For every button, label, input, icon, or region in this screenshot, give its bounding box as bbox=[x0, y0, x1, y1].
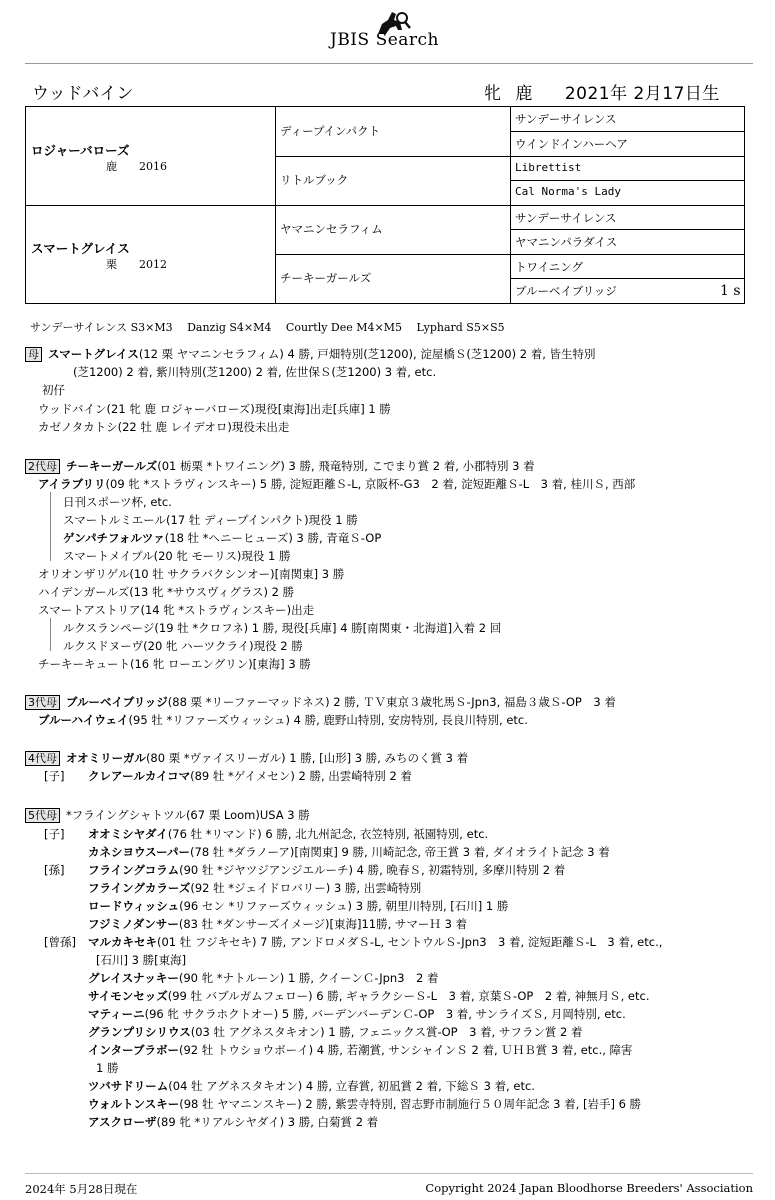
g5-row-label: [孫] bbox=[44, 863, 65, 877]
g5-row-name-link[interactable]: インターブラボー bbox=[88, 1043, 179, 1057]
g5-row bbox=[44, 898, 508, 914]
g5-row-text: (03 牡 アグネスタキオン) 1 勝, フェニックス賞-OP 3 着, サフラン賞 2 着 bbox=[190, 1025, 583, 1039]
gen3-1[interactable]: サンデーサイレンス bbox=[515, 112, 617, 126]
sire-name[interactable]: ロジャーバローズ bbox=[31, 143, 130, 158]
g5-row-name-link[interactable]: カネシヨウスーパー bbox=[88, 845, 191, 859]
g5-row-name-link[interactable]: サイモンセッズ bbox=[88, 989, 168, 1003]
g5-row-name-link[interactable]: フライングコラム bbox=[88, 863, 180, 877]
g2-name-link[interactable]: チーキーガールズ bbox=[66, 459, 158, 473]
g2-line-10: ルクスランページ(19 牡 *クロフネ) 1 勝, 現役[兵庫] 4 勝[南関東・北海道]入着 2 回 bbox=[63, 621, 502, 635]
g5-row-name-link[interactable]: マティーニ bbox=[88, 1007, 145, 1021]
gen2-dam-dam[interactable]: チーキーガールズ bbox=[280, 271, 372, 285]
g5-row-text: (96 牝 サクラホクトオー) 5 勝, バーデンバーデンＣ-OP 3 着, サンライズＳ, 月岡特別, etc. bbox=[144, 1007, 626, 1021]
g5-row bbox=[44, 844, 610, 860]
dam-line-3: 初仔 bbox=[42, 383, 65, 397]
g5-row-text: (78 牡 *ダラノーア)[南関東] 9 勝, 川崎記念, 帝王賞 3 着, ダイオライト記念 3 着 bbox=[190, 845, 610, 859]
g5-row bbox=[44, 934, 662, 950]
g5-row bbox=[44, 862, 565, 878]
g5-row-text: (76 牡 *リマンド) 6 勝, 北九州記念, 衣笠特別, 祇園特別, etc. bbox=[167, 827, 489, 841]
g5-row-text: [石川] 3 勝[東海] bbox=[96, 953, 187, 967]
footer-date: 2024年 5月28日現在 bbox=[25, 1182, 138, 1196]
g5-row-text: 1 勝 bbox=[96, 1061, 119, 1075]
g5-row-name-link[interactable]: アスクローザ bbox=[88, 1115, 157, 1129]
g2-line-5: ゲンパチフォルツァ(18 牡 *ヘニーヒューズ) 3 勝, 青竜Ｓ-OP bbox=[63, 531, 382, 545]
g2-line-8: ハイデンガールズ(13 牝 *サウスヴィグラス) 2 勝 bbox=[38, 585, 295, 599]
gen3-8[interactable]: ブルーベイブリッジ bbox=[515, 284, 617, 298]
section-tag-g2: 2代母 bbox=[25, 459, 60, 474]
sire-info: 鹿 2016 bbox=[106, 160, 167, 173]
g5-row-name-link[interactable]: グランプリシリウス bbox=[88, 1025, 191, 1039]
g5-row-text: (01 牡 フジキセキ) 7 勝, アンドロメダＳ-L, セントウルＳ-Jpn3 3 着, 淀短距離Ｓ-L 3 着, etc., bbox=[157, 935, 663, 949]
g5-row-name-link[interactable]: ウォルトンスキー bbox=[88, 1097, 180, 1111]
dam-line-4: ウッドバイン(21 牝 鹿 ロジャーバローズ)現役[東海]出走[兵庫] 1 勝 bbox=[38, 402, 391, 416]
g5-row-text: (89 牝 *リアルシヤダイ) 3 勝, 白菊賞 2 着 bbox=[156, 1115, 379, 1129]
g2-line-4: スマートルミエール(17 牡 ディープインパクト)現役 1 勝 bbox=[63, 513, 358, 527]
g5-row bbox=[44, 970, 439, 986]
g5-row bbox=[44, 826, 488, 842]
footer-divider bbox=[25, 1173, 753, 1174]
section-tag-g5: 5代母 bbox=[25, 808, 60, 823]
g5-row-text: (92 牡 *ジェイドロバリー) 3 勝, 出雲崎特別 bbox=[190, 881, 422, 895]
g2-line-2: アイラブリリ(09 牝 *ストラヴィンスキー) 5 勝, 淀短距離Ｓ-L, 京阪杯-G3 2 着, 淀短距離Ｓ-L 3 着, 桂川Ｓ, 西部 bbox=[38, 477, 636, 491]
g2-line-3: 日刊スポーツ杯, etc. bbox=[63, 495, 172, 509]
dam-info: 栗 2012 bbox=[106, 258, 167, 271]
gen3-5[interactable]: サンデーサイレンス bbox=[515, 211, 617, 225]
g5-row-name-link[interactable]: ロードウィッシュ bbox=[88, 899, 180, 913]
gen3-6[interactable]: ヤマニンパラダイス bbox=[515, 235, 618, 249]
dam-name[interactable]: スマートグレイス bbox=[31, 241, 130, 256]
dam-name-link[interactable]: スマートグレイス bbox=[48, 347, 139, 361]
g2-line-9: スマートアストリア(14 牝 *ストラヴィンスキー)出走 bbox=[38, 603, 315, 617]
g5-row-name-link[interactable]: ツバサドリーム bbox=[88, 1079, 169, 1093]
g4-runner-link[interactable]: クレアールカイコマ bbox=[88, 769, 191, 783]
g5-row bbox=[44, 1006, 626, 1022]
g2-line-7: オリオンザリゲル(10 牡 サクラバクシンオー)[南関東] 3 勝 bbox=[38, 567, 345, 581]
g5-row-text: (04 牡 アグネスタキオン) 4 勝, 立春賞, 初凪賞 2 着, 下総Ｓ 3 着, etc. bbox=[168, 1079, 535, 1093]
header-divider bbox=[25, 63, 753, 64]
g3-line-1: 3代母 ブルーベイブリッジ(88 栗 *リーファーマッドネス) 2 勝, ＴＶ東京３歳牝馬Ｓ-Jpn3, 福島３歳Ｓ-OP 3 着 bbox=[25, 694, 616, 710]
gen3-2[interactable]: ウインドインハーヘア bbox=[515, 137, 628, 151]
g5-row-name-link[interactable]: グレイスナッキー bbox=[88, 971, 179, 985]
g2-bracket-1 bbox=[50, 492, 51, 561]
g5-row bbox=[44, 1042, 633, 1058]
g5-row bbox=[44, 1096, 641, 1112]
gen2-sire-sire[interactable]: ディープインパクト bbox=[280, 124, 381, 138]
g3-line-2: ブルーハイウェイ(95 牡 *リファーズウィッシュ) 4 勝, 鹿野山特別, 安房特別, 長良川特別, etc. bbox=[38, 713, 528, 727]
g2-line-12: チーキーキュート(16 牝 ローエングリン)[東海] 3 勝 bbox=[38, 657, 311, 671]
g5-row-text: (96 セン *リファーズウィッシュ) 3 勝, 朝里川特別, [石川] 1 勝 bbox=[179, 899, 509, 913]
g5-row-text: (90 牝 *ナトルーン) 1 勝, クイーンＣ-Jpn3 2 着 bbox=[178, 971, 439, 985]
g2-runner2-link[interactable]: ゲンパチフォルツァ bbox=[63, 531, 165, 545]
g2-line-1: 2代母 チーキーガールズ(01 栃栗 *トワイニング) 3 勝, 飛竜特別, こでまり賞 2 着, 小郡特別 3 着 bbox=[25, 458, 535, 474]
horse-birth: 2021年 2月17日生 bbox=[564, 84, 720, 104]
g5-row bbox=[44, 1060, 118, 1076]
dam-line-1: 母 スマートグレイス(12 栗 ヤマニンセラフィム) 4 勝, 戸畑特別(芝1200), 淀屋橋Ｓ(芝1200) 2 着, 皆生特別 bbox=[25, 346, 596, 362]
gen2-dam-sire[interactable]: ヤマニンセラフィム bbox=[280, 222, 383, 236]
g2-runner-link[interactable]: アイラブリリ bbox=[38, 477, 106, 491]
g5-row bbox=[44, 988, 649, 1004]
g5-row-name-link[interactable]: フライングカラーズ bbox=[88, 881, 191, 895]
g5-row bbox=[44, 1024, 583, 1040]
g5-row-label: [曾孫] bbox=[44, 935, 76, 949]
family-number: 1 s bbox=[720, 283, 741, 299]
footer-copyright: Copyright 2024 Japan Bloodhorse Breeders' Association bbox=[425, 1181, 753, 1195]
g5-line-head: 5代母 *フライングシャトツル(67 栗 Loom)USA 3 勝 bbox=[25, 807, 310, 823]
g3-runner-link[interactable]: ブルーハイウェイ bbox=[38, 713, 129, 727]
horse-color: 鹿 bbox=[515, 84, 533, 104]
g5-row-text: (92 牡 トウショウボーイ) 4 勝, 若潮賞, サンシャインＳ 2 着, ＵＨＢ賞 3 着, etc., 障害 bbox=[178, 1043, 633, 1057]
horse-name: ウッドバイン bbox=[32, 84, 134, 104]
g5-row bbox=[44, 880, 421, 896]
g2-line-11: ルクスドヌーヴ(20 牝 ハーツクライ)現役 2 勝 bbox=[63, 639, 303, 653]
horse-info bbox=[484, 79, 728, 104]
section-tag-dam: 母 bbox=[25, 347, 42, 362]
dam-line-2: (芝1200) 2 着, 紫川特別(芝1200) 2 着, 佐世保Ｓ(芝1200) 3 着, etc. bbox=[73, 365, 437, 379]
g5-row-name-link[interactable]: オオミシヤダイ bbox=[88, 827, 168, 841]
g5-row-label: [子] bbox=[44, 827, 65, 841]
jbis-logo[interactable]: JBIS Search bbox=[330, 30, 440, 50]
g5-row-text: (99 牡 バブルガムフェロー) 6 勝, ギャラクシーＳ-L 3 着, 京葉Ｓ-OP 2 着, 神無月Ｓ, etc. bbox=[167, 989, 650, 1003]
g4-name-link[interactable]: オオミリーガル bbox=[66, 751, 146, 765]
g5-row-text: (90 牡 *ジヤツジアンジエルーチ) 4 勝, 晩春Ｓ, 初霜特別, 多摩川特別 2 着 bbox=[179, 863, 566, 877]
section-tag-g3: 3代母 bbox=[25, 695, 60, 710]
gen3-3[interactable]: Librettist bbox=[515, 161, 582, 174]
gen3-7[interactable]: トワイニング bbox=[515, 260, 583, 274]
g5-row-name-link[interactable]: マルカキセキ bbox=[88, 935, 157, 949]
g5-row-text: (98 牡 ヤマニンスキー) 2 勝, 紫雲寺特別, 習志野市制施行５０周年記念 3 着, [岩手] 6 勝 bbox=[179, 1097, 642, 1111]
g4-line-2: [子] クレアールカイコマ(89 牡 *ゲイメセン) 2 勝, 出雲崎特別 2 着 bbox=[44, 769, 412, 783]
g5-row bbox=[44, 952, 186, 968]
g4-line-1: 4代母 オオミリーガル(80 栗 *ヴァイスリーガル) 1 勝, [山形] 3 勝, みちのく賞 3 着 bbox=[25, 750, 468, 766]
g5-row-text: (83 牡 *ダンサーズイメージ)[東海]11勝, サマーＨ 3 着 bbox=[178, 917, 468, 931]
section-tag-g4: 4代母 bbox=[25, 751, 60, 766]
g2-line-6: スマートメイプル(20 牝 モーリス)現役 1 勝 bbox=[63, 549, 291, 563]
g5-row bbox=[44, 1114, 378, 1130]
gen2-sire-dam[interactable]: リトルブック bbox=[280, 173, 349, 187]
g2-bracket-2 bbox=[50, 618, 51, 651]
gen3-4[interactable]: Cal Norma's Lady bbox=[515, 185, 621, 198]
g5-row bbox=[44, 1078, 535, 1094]
dam-line-5: カゼノタカトシ(22 牡 鹿 レイデオロ)現役未出走 bbox=[38, 420, 290, 434]
g5-row-name-link[interactable]: フジミノダンサー bbox=[88, 917, 179, 931]
g3-name-link[interactable]: ブルーベイブリッジ bbox=[66, 695, 168, 709]
g5-row bbox=[44, 916, 467, 932]
pedigree-table bbox=[25, 106, 745, 304]
inbreeding-line: サンデーサイレンス S3×M3 Danzig S4×M4 Courtly Dee M4×M5 Lyphard S5×S5 bbox=[30, 321, 505, 334]
horse-sex: 牝 bbox=[484, 84, 502, 104]
